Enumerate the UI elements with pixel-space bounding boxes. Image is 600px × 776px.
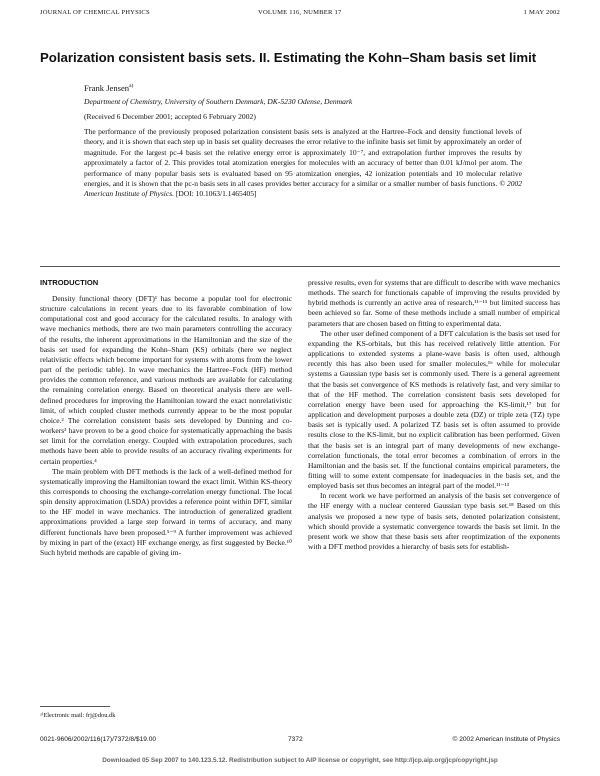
- section-heading: INTRODUCTION: [40, 278, 99, 287]
- page-number: 7372: [288, 736, 303, 743]
- right-column: [308, 278, 560, 552]
- volume-number: VOLUME 116, NUMBER 17: [258, 9, 342, 16]
- author: [84, 83, 133, 93]
- abstract-text: The performance of the previously proposed polarization consistent basis sets is analyzed at the Hartree–Fock and density functional levels of theory, and it is shown that each step up in basis set quality decreases the error relative to the infinite basis set limit by approximately an order of magnitude. For the largest pc-4 basis set the relative energy error is approximately 10⁻⁷, and extrapolation further improves the results by approximately a factor of 2. This provides total atomization energies for molecules with an accuracy of better than 0.01 kJ/mol per atom. The performance of many popular basis sets is evaluated based on 95 atomization energies, 42 ionization potentials and 10 molecular relative energies, and it is shown that the pc-n basis sets in all cases provides better accuracy for a similar or a smaller number of basis functions.: [84, 127, 522, 189]
- footnote-divider: [40, 706, 110, 707]
- abstract: [84, 127, 522, 200]
- issue-date: 1 MAY 2002: [523, 9, 560, 16]
- abstract-divider: [40, 266, 560, 267]
- footer-copyright: © 2002 American Institute of Physics: [452, 736, 560, 743]
- footnote: ᵃ⁾Electronic mail: frj@dou.dk: [40, 712, 116, 719]
- paragraph: The other user defined component of a DFT calculation is the basis set used for expanding the KS-orbitals, but this has received relatively little attention. For applications to extended systems a plane-wave basis is often used, although recently this has also been used for smaller molecules,¹⁶ while for molecular systems a Gaussian type basis set is commonly used. There is a general agreement that the basis set convergence of KS methods is relatively fast, and very similar to that of the HF method. The correlation consistent basis sets developed for correlation energy have been used for approaching the KS-limit,¹⁷ but for application and development purposes a double zeta (DZ) or triple zeta (TZ) type basis set is typically used. A polarized TZ basis set is often assumed to provide results close to the KS-limit, but no explicit calibration has been performed. Given that the basis set is an integral part of many developments of new exchange-correlation functionals, the total error becomes a combination of errors in the Hamiltonian and the basis set. If the functional contains empirical parameters, the fitting will to some extent compensate for inadequacies in the basis set, and the employed basis set thus becomes an integral part of the model.¹¹⁻¹³: [308, 328, 560, 491]
- journal-name: JOURNAL OF CHEMICAL PHYSICS: [40, 9, 150, 16]
- abstract-copyright: © 2002 American Institute of Physics.: [84, 179, 523, 199]
- author-name: Frank Jensen: [84, 83, 130, 93]
- affiliation: Department of Chemistry, University of Southern Denmark, DK-5230 Odense, Denmark: [84, 97, 353, 106]
- paragraph: In recent work we have performed an analysis of the basis set convergence of the HF energy with a nuclear centered Gaussian type basis set.¹⁸ Based on this analysis we proposed a new type of basis sets, denoted polarization consistent, which should provide a systematic convergence towards the basis set limit. In the present work we show that these basis sets after reoptimization of the exponents with a DFT method provides a hierarchy of basis sets for establish-: [308, 491, 560, 552]
- paper-title: Polarization consistent basis sets. II. Estimating the Kohn–Sham basis set limit: [40, 50, 537, 65]
- paragraph: Density functional theory (DFT)¹ has become a popular tool for electronic structure calculations in recent years due to its favorable combination of low computational cost and good accuracy for the calculated results. In analogy with wave mechanics methods, there are two main parameters controlling the accuracy of the results, the inherent approximations in the Hamiltonian and the size of the basis set used for expanding the Kohn–Sham (KS) orbitals (here we neglect relativistic effects which become important for systems with atoms from the lower part of the periodic table). In wave mechanics the Hartree–Fock (HF) method provides the common reference, and various methods are available for calculating the remaining correlation energy. Based on theoretical analysis there are well-defined procedures for improving the Hamiltonian toward the exact nonrelativistic limit, of which coupled cluster methods currently appear to be the most popular choice.² The correlation consistent basis sets developed by Dunning and co-workers³ have proven to be a good choice for systematically approaching the basis set limit for the correlation energy. Coupled with extrapolation procedures, such methods have been able to provide results of an accuracy rivaling experiments for certain properties.⁴: [40, 294, 292, 466]
- paragraph: pressive results, even for systems that are difficult to describe with wave mechanics methods. The search for functionals capable of improving the results provided by hybrid methods is currently an active area of research,¹¹⁻¹⁵ but limited success has been achieved so far. Some of these methods include a small number of empirical parameters that are chosen based on fitting to experimental data.: [308, 278, 560, 328]
- left-column: [40, 294, 292, 558]
- author-footnote-mark: a): [129, 83, 134, 90]
- received-dates: (Received 6 December 2001; accepted 6 February 2002): [84, 112, 256, 121]
- article-code: 0021-9606/2002/116(17)/7372/8/$19.00: [40, 736, 157, 743]
- doi[interactable]: [DOI: 10.1063/1.1465405]: [175, 189, 257, 199]
- download-notice: Downloaded 05 Sep 2007 to 140.123.5.12. Redistribution subject to AIP license or copyright, see http://jcp.aip.org/jcp/copyright.jsp: [102, 757, 498, 764]
- paragraph: The main problem with DFT methods is the lack of a well-defined method for systematically improving the Hamiltonian toward the exact limit. Within KS-theory this corresponds to choosing the exchange-correlation energy functional. The local spin density approximation (LSDA) provides a reference point within DFT, similar to the HF model in wave mechanics. The introduction of generalized gradient approximations provided a large step forward in terms of accuracy, and many different functionals have been proposed.⁵⁻⁹ A further improvement was achieved by mixing in part of the (exact) HF exchange energy, as first suggested by Becke.¹⁰ Such hybrid methods are capable of giving im-: [40, 466, 292, 557]
